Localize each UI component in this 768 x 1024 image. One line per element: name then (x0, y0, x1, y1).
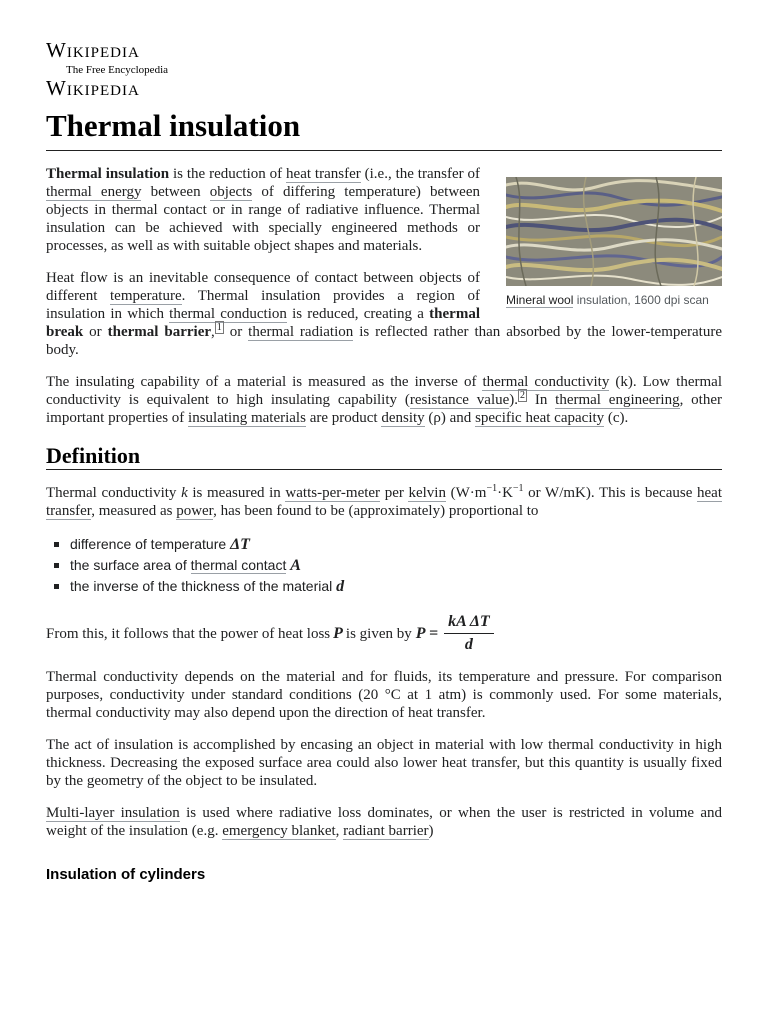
formula-fraction: $\frac{\text{kA ΔT}}{d}$ (444, 613, 494, 654)
link-temperature[interactable]: temperature (110, 288, 182, 304)
intro-paragraph-3: The insulating capability of a material is measured as the inverse of thermal conductivity (k). Low thermal conductivity is equivalent to high insulating capability (resistance value). $^2$ In thermal engineering, other important properties of insulating materials are product density (ρ) and specific heat capacity (c). (46, 374, 722, 426)
definition-paragraph-2: Thermal conductivity depends on the material and for fluids, its temperature and pressure. For comparison purposes, conductivity under standard conditions (20 °C at 1 atm) is commonly used. For some materials, thermal conductivity may also depend upon the direction of heat transfer. (46, 669, 722, 721)
link-thermal-engineering[interactable]: thermal engineering (555, 392, 680, 408)
image-caption: Mineral wool insulation, 1600 dpi scan (506, 293, 709, 307)
proportionality-list (46, 534, 722, 597)
section-heading-definition: Definition (46, 447, 722, 470)
infobox-image (506, 177, 722, 309)
link-multi-layer-insulation[interactable]: Multi-layer insulation (46, 805, 180, 821)
link-watts-per-meter[interactable]: watts-per-meter (285, 485, 381, 501)
definition-paragraph-4: Multi-layer insulation is used where radiative loss dominates, or when the user is restricted in volume and weight of the insulation (e.g. emergency blanket, radiant barrier) (46, 805, 722, 839)
intro-paragraph-1: Thermal insulation is the reduction of heat transfer (i.e., the transfer of thermal energy between objects of differing temperature) between objects in thermal contact or in range of radiative influence. Thermal insulation can be achieved with specially engineered methods or processes, as well as with suitable object shapes and materials. (46, 166, 481, 254)
link-thermal-radiation[interactable]: thermal radiation (248, 324, 354, 340)
intro-paragraph-2: Heat flow is an inevitable consequence of contact between objects of different temperature. Thermal insulation provides a region of insulation in which thermal conduction is reduced, creating a thermal break or thermal barrier, $^1$ or thermal radiation is reflected rather than absorbed by the lower-temperature body. (46, 270, 722, 358)
link-emergency-blanket[interactable]: emergency blanket (222, 823, 336, 839)
reference-1[interactable]: 1 (216, 322, 222, 333)
list-item: difference of temperature ΔT (70, 534, 722, 555)
link-thermal-conduction[interactable]: thermal conduction (169, 306, 287, 322)
link-radiant-barrier[interactable]: radiant barrier (343, 823, 429, 839)
article-content (46, 165, 722, 884)
logo-wordmark: Wikipedia (46, 38, 140, 62)
link-power[interactable]: power (176, 503, 214, 519)
link-thermal-conductivity[interactable]: thermal conductivity (482, 374, 610, 390)
link-heat-transfer[interactable]: heat transfer (286, 166, 361, 182)
list-item: the surface area of thermal contact A (70, 555, 722, 576)
link-thermal-contact[interactable]: thermal contact (190, 557, 287, 573)
definition-paragraph-3: The act of insulation is accomplished by encasing an object in material with low thermal conductivity in high thickness. Decreasing the exposed surface area could also lower heat transfer, but this quantity is usually fixed by the geometry of the object to be insulated. (46, 737, 722, 789)
link-thermal-energy[interactable]: thermal energy (46, 184, 142, 200)
power-formula: From this, it follows that the power of heat loss P is given by P = $\frac{\text{kA ΔT}}{d}$ (46, 613, 722, 654)
link-resistance-value[interactable]: resistance value (409, 392, 510, 408)
link-kelvin[interactable]: kelvin (408, 485, 446, 501)
logo-wordmark-secondary: Wikipedia (46, 76, 140, 100)
page-title: Thermal insulation (46, 108, 722, 151)
mineral-wool-image[interactable] (506, 177, 722, 286)
link-specific-heat-capacity[interactable]: specific heat capacity (475, 410, 605, 426)
definition-paragraph-1: Thermal conductivity k is measured in watts-per-meter per kelvin ($W\cdot m^{-1}\cdot K^{-1}$ or W/mK). This is because heat transfer, measured as power, has been found to be (approximately) proportional to (46, 483, 722, 519)
logo-tagline: The Free Encyclopedia (66, 64, 169, 76)
link-density[interactable]: density (381, 410, 425, 426)
caption-link-mineral-wool[interactable]: Mineral wool (506, 293, 574, 307)
wikipedia-logo[interactable] (46, 40, 168, 99)
list-item: the inverse of the thickness of the material d (70, 576, 722, 597)
link-insulating-materials[interactable]: insulating materials (188, 410, 306, 426)
link-heat-transfer-2[interactable]: heat transfer (46, 485, 722, 519)
subsection-heading-cylinders: Insulation of cylinders (46, 866, 206, 883)
reference-2[interactable]: 2 (520, 390, 526, 401)
link-objects[interactable]: objects (209, 184, 253, 200)
